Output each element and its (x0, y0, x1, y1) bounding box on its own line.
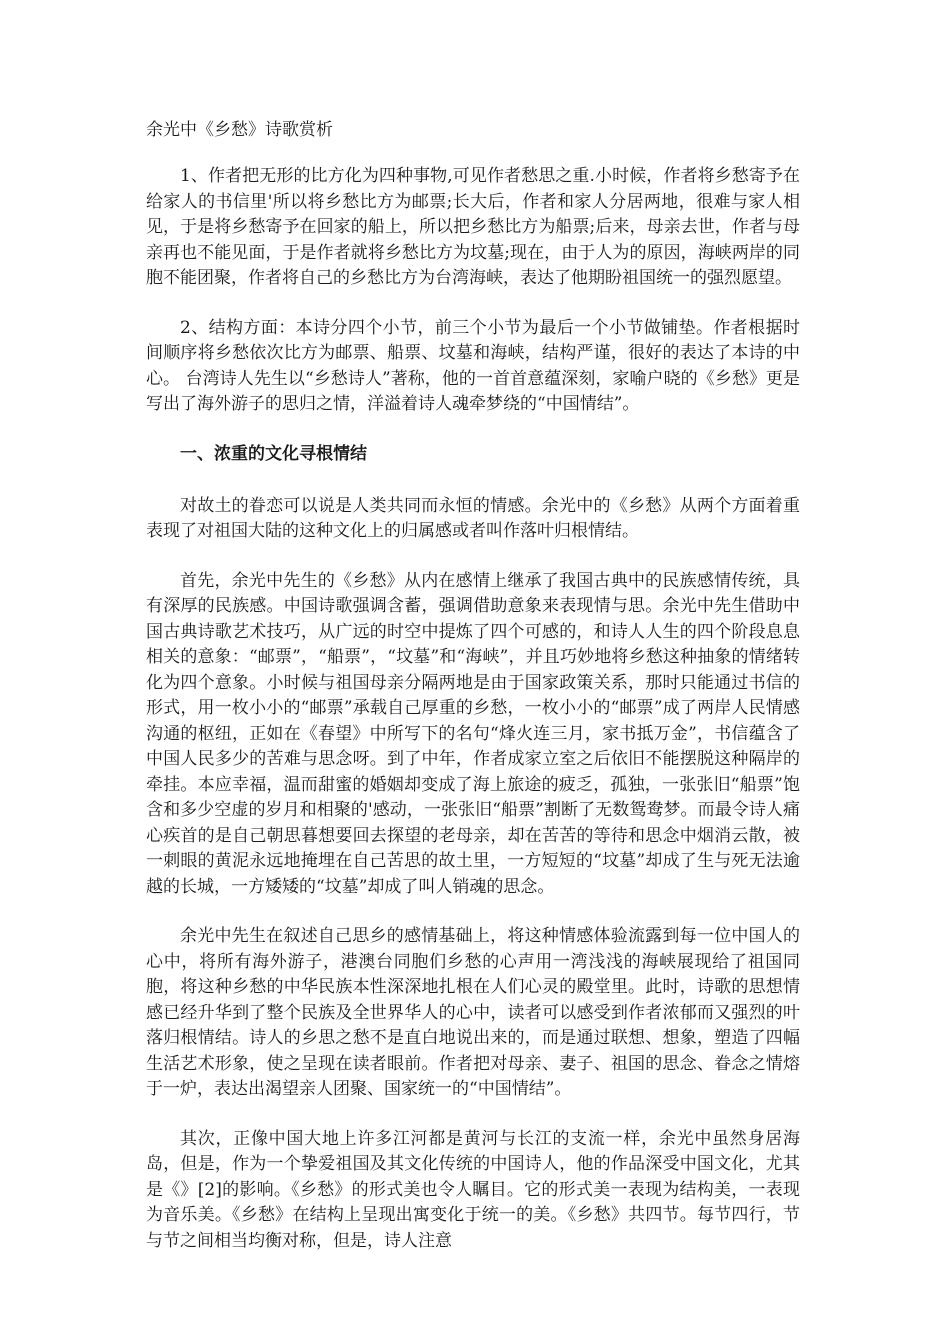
paragraph-emotion: 余光中先生在叙述自己思乡的感情基础上，将这种情感体验流露到每一位中国人的心中，将所有海外游子，港澳台同胞们乡愁的心声用一湾浅浅的海峡展现给了祖国同胞，将这种乡愁的中华民族本性深深地扎根在人们心灵的殿堂里。此时，诗歌的思想情感已经升华到了整个民族及全世界华人的心中，读者可以感受到作者浓郁而又强烈的叶落归根情结。诗人的乡思之愁不是直白地说出来的，而是通过联想、想象，塑造了四幅生活艺术形象，使之呈现在读者眼前。作者把对母亲、妻子、祖国的思念、眷念之情熔于一炉，表达出渴望亲人团聚、国家统一的“中国情结”。 (146, 926, 800, 1099)
paragraph-metaphor: 1、作者把无形的比方化为四种事物,可见作者愁思之重.小时候，作者将乡愁寄予在给家人的书信里'所以将乡愁比方为邮票;长大后，作者和家人分居两地，很难与家人相见，于是将乡愁寄予在回家的船上，所以把乡愁比方为船票;后来，母亲去世，作者与母亲再也不能见面，于是作者就将乡愁比方为坟墓;现在，由于人为的原因，海峡两岸的同胞不能团聚，作者将自己的乡愁比方为台湾海峡，表达了他期盼祖国统一的强烈愿望。 (146, 166, 800, 288)
paragraph-secondly: 其次，正像中国大地上许多江河都是黄河与长江的支流一样，余光中虽然身居海岛，但是，作为一个挚爱祖国及其文化传统的中国诗人，他的作品深受中国文化，尤其是《》[2]的影响。《乡愁》的形式美也令人瞩目。它的形式美一表现为结构美，一表现为音乐美。《乡愁》在结构上呈现出寓变化于统一的美。《乡愁》共四节。每节四行，节与节之间相当均衡对称，但是，诗人注意 (146, 1128, 800, 1251)
paragraph-homeland: 对故土的眷恋可以说是人类共同而永恒的情感。余光中的《乡愁》从两个方面着重表现了对祖国大陆的这种文化上的归属感或者叫作落叶归根情结。 (146, 495, 800, 541)
section-heading: 一、浓重的文化寻根情结 (180, 443, 367, 464)
paragraph-firstly: 首先，余光中先生的《乡愁》从内在感情上继承了我国古典中的民族感情传统，具有深厚的民族感。中国诗歌强调含蓄，强调借助意象来表现情与思。余光中先生借助中国古典诗歌艺术技巧，从广远的时空中提炼了四个可感的，和诗人人生的四个阶段息息相关的意象：“邮票”，“船票”，“坟墓”和“海峡”，并且巧妙地将乡愁这种抽象的情绪转化为四个意象。小时候与祖国母亲分隔两地是由于国家政策关系，那时只能通过书信的形式，用一枚小小的“邮票”承载自己厚重的乡愁，一枚小小的“邮票”成了两岸人民情感沟通的枢纽，正如在《春望》中所写下的名句“烽火连三月，家书抵万金”，书信蕴含了中国人民多少的苦难与思念呀。到了中年，作者成家立室之后依旧不能摆脱这种隔岸的牵挂。本应幸福，温而甜蜜的婚姻却变成了海上旅途的疲乏，孤独，一张张旧“船票”饱含和多少空虚的岁月和相聚的'感动，一张张旧“船票”割断了无数鸳鸯梦。而最令诗人痛心疾首的是自己朝思暮想要回去探望的老母亲，却在苦苦的等待和思念中烟消云散，被一刺眼的黄泥永远地掩埋在自己苦思的故土里，一方短短的“坟墓”却成了生与死无法逾越的长城，一方矮矮的“坟墓”却成了叫人销魂的思念。 (146, 570, 800, 897)
paragraph-structure: 2、结构方面：本诗分四个小节，前三个小节为最后一个小节做铺垫。作者根据时间顺序将乡愁依次比方为邮票、船票、坟墓和海峡，结构严谨，很好的表达了本诗的中心。 台湾诗人先生以“乡愁诗人”著称，他的一首首意蕴深刻，家喻户晓的《乡愁》更是写出了海外游子的思归之情，洋溢着诗人魂牵梦绕的“中国情结”。 (146, 317, 800, 414)
document-title: 余光中《乡愁》诗歌赏析 (146, 120, 333, 140)
